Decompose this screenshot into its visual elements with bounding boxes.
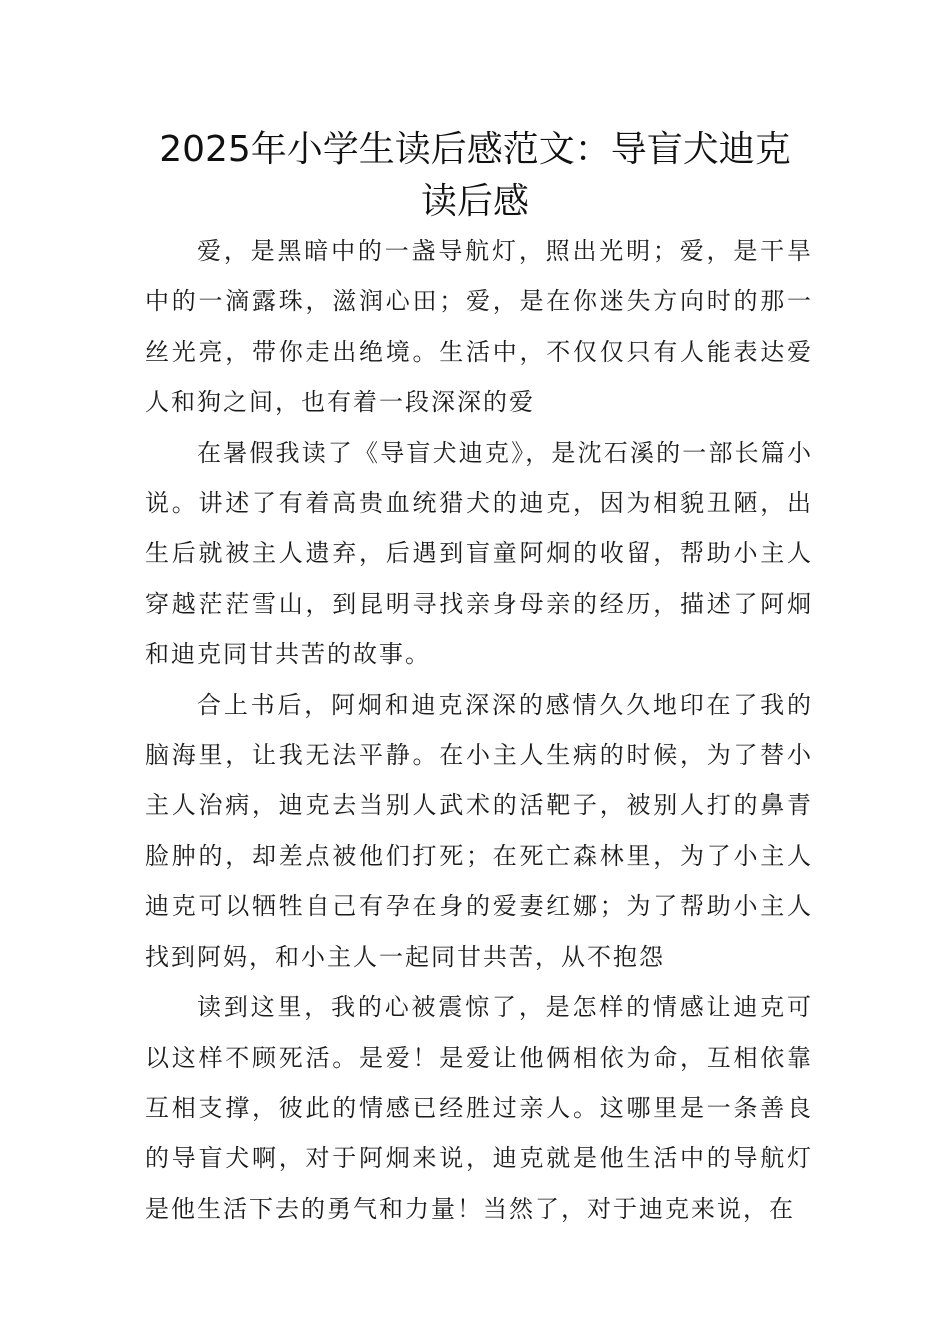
paragraph-2: 在暑假我读了《导盲犬迪克》，是沈石溪的一部长篇小说。讲述了有着高贵血统猎犬的迪克，因为相貌丑陋，出生后就被主人遗弃，后遇到盲童阿炯的收留，帮助小主人穿越茫茫雪山，到昆明寻找亲身母亲的经历，描述了阿炯和迪克同甘共苦的故事。 bbox=[145, 438, 813, 669]
document-body bbox=[145, 226, 813, 1234]
paragraph-1: 爱，是黑暗中的一盏导航灯，照出光明；爱，是干旱中的一滴露珠，滋润心田；爱，是在你迷失方向时的那一丝光亮，带你走出绝境。生活中，不仅仅只有人能表达爱人和狗之间，也有着一段深深的爱 bbox=[145, 237, 813, 417]
document-title: 2025年小学生读后感范文：导盲犬迪克读后感 bbox=[159, 129, 791, 222]
paragraph-4: 读到这里，我的心被震惊了，是怎样的情感让迪克可以这样不顾死活。是爱！是爱让他俩相依为命，互相依靠互相支撑，彼此的情感已经胜过亲人。这哪里是一条善良的导盲犬啊，对于阿炯来说，迪克就是他生活中的导航灯是他生活下去的勇气和力量！当然了，对于迪克来说，在 bbox=[145, 993, 813, 1223]
paragraph-3: 合上书后，阿炯和迪克深深的感情久久地印在了我的脑海里，让我无法平静。在小主人生病的时候，为了替小主人治病，迪克去当别人武术的活靶子，被别人打的鼻青脸肿的，却差点被他们打死；在死亡森林里，为了小主人迪克可以牺牲自己有孕在身的爱妻红娜；为了帮助小主人找到阿妈，和小主人一起同甘共苦，从不抱怨 bbox=[145, 690, 813, 971]
